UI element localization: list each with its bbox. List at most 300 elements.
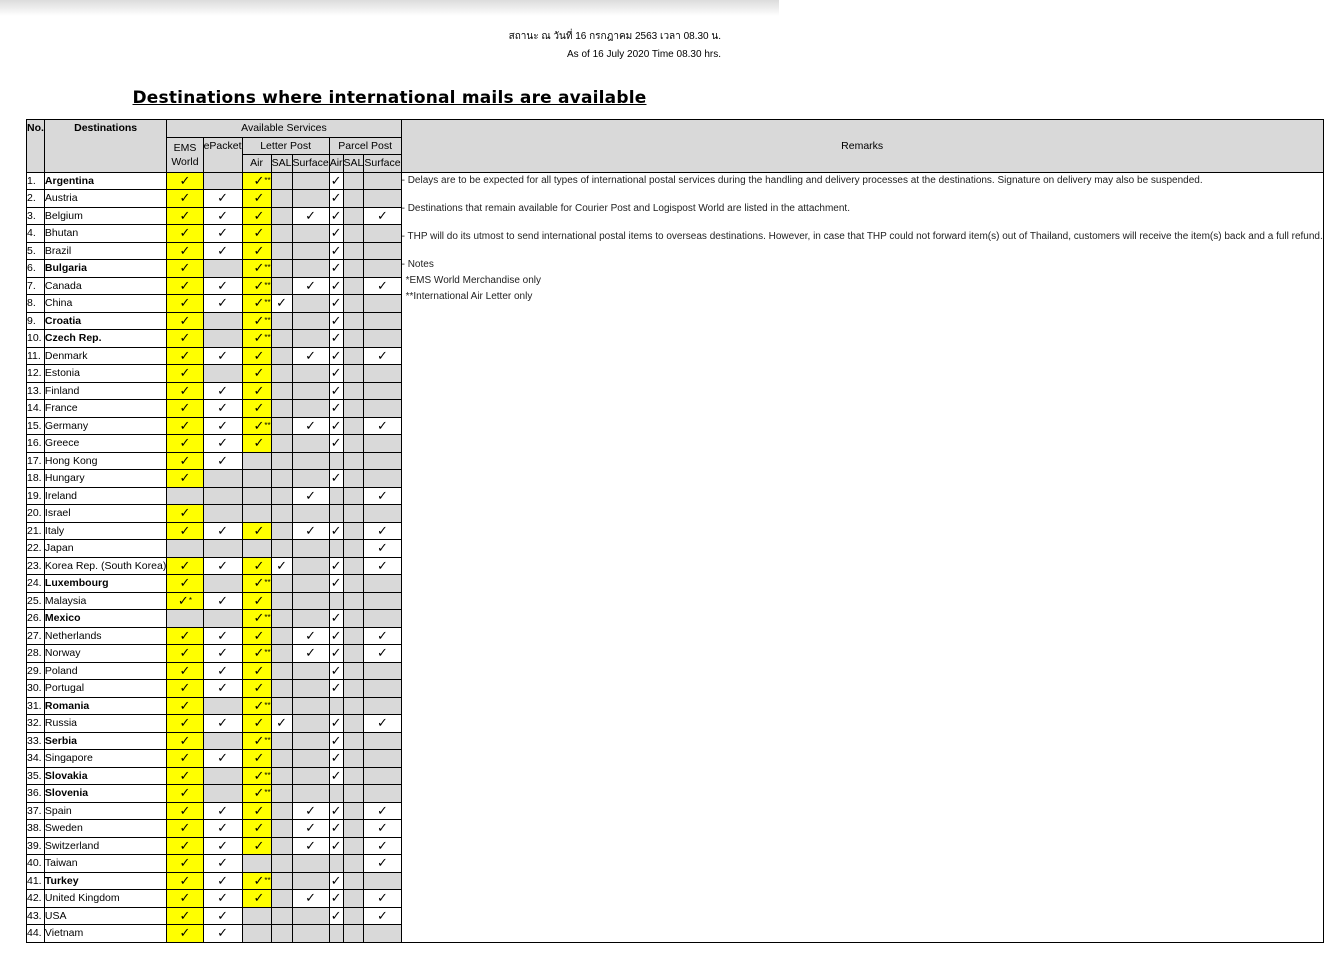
cell-letter-sal: [271, 610, 292, 628]
cell-letter-sal: [271, 522, 292, 540]
cell-letter-air: [242, 785, 271, 803]
check-icon: ✓: [330, 417, 342, 433]
remarks-note-ems: *EMS World Merchandise only: [405, 274, 542, 286]
cell-letter-sal: [271, 225, 292, 243]
footnote-marker: **: [264, 175, 271, 185]
row-number: 44.: [27, 925, 45, 943]
remarks-notes-title: - Notes: [401, 258, 434, 270]
cell-letter-surface: [292, 365, 329, 383]
check-icon: ✓: [217, 820, 228, 836]
check-icon: ✓: [330, 750, 342, 766]
check-icon: ✓: [330, 470, 342, 486]
cell-parcel-sal: [343, 872, 364, 890]
check-icon: ✓: [179, 907, 191, 923]
cell-ems-world: [167, 872, 203, 890]
cell-letter-surface: [292, 557, 329, 575]
destination-name: Brazil: [44, 242, 166, 260]
cell-parcel-surface: [364, 417, 401, 435]
cell-letter-surface: [292, 382, 329, 400]
cell-parcel-air: [329, 242, 343, 260]
footnote-marker: **: [264, 578, 271, 588]
cell-parcel-sal: [343, 732, 364, 750]
cell-letter-sal: [271, 347, 292, 365]
cell-epacket: [203, 505, 242, 523]
remarks-note-air-letter: **International Air Letter only: [405, 290, 533, 302]
cell-letter-surface: [292, 452, 329, 470]
cell-ems-world: [167, 172, 203, 190]
cell-letter-air: [242, 330, 271, 348]
cell-epacket: [203, 242, 242, 260]
check-icon: ✓: [179, 207, 191, 223]
row-number: 43.: [27, 907, 45, 925]
destination-name: Croatia: [44, 312, 166, 330]
destination-name: Germany: [44, 417, 166, 435]
cell-epacket: [203, 732, 242, 750]
cell-letter-air: [242, 260, 271, 278]
check-icon: ✓: [305, 417, 317, 433]
cell-letter-sal: [271, 925, 292, 943]
row-number: 19.: [27, 487, 45, 505]
cell-parcel-sal: [343, 487, 364, 505]
cell-ems-world: [167, 855, 203, 873]
cell-epacket: [203, 330, 242, 348]
cell-letter-sal: [271, 557, 292, 575]
header-letter-post: Letter Post: [242, 137, 329, 155]
cell-letter-air: [242, 697, 271, 715]
cell-letter-sal: [271, 890, 292, 908]
cell-parcel-surface: [364, 662, 401, 680]
cell-parcel-sal: [343, 242, 364, 260]
status-timestamp: [509, 28, 721, 64]
cell-letter-air: [242, 732, 271, 750]
cell-parcel-sal: [343, 820, 364, 838]
cell-letter-surface: [292, 610, 329, 628]
check-icon: ✓: [179, 575, 191, 591]
footnote-marker: **: [264, 648, 271, 658]
check-icon: ✓: [253, 347, 265, 363]
check-icon: ✓: [179, 505, 191, 521]
cell-epacket: [203, 365, 242, 383]
check-icon: ✓: [377, 627, 388, 643]
check-icon: ✓: [253, 592, 265, 608]
header-destinations: Destinations: [44, 120, 166, 173]
footnote-marker: **: [264, 298, 271, 308]
cell-parcel-sal: [343, 522, 364, 540]
cell-letter-surface: [292, 750, 329, 768]
cell-letter-air: [242, 680, 271, 698]
cell-parcel-surface: [364, 207, 401, 225]
check-icon: ✓: [217, 592, 228, 608]
footnote-marker: **: [264, 333, 271, 343]
cell-parcel-surface: [364, 470, 401, 488]
cell-letter-air: [242, 277, 271, 295]
cell-parcel-air: [329, 732, 343, 750]
check-icon: ✓: [253, 680, 265, 696]
check-icon: ✓: [253, 610, 265, 626]
cell-ems-world: [167, 732, 203, 750]
check-icon: ✓: [253, 627, 265, 643]
check-icon: ✓: [217, 872, 228, 888]
cell-parcel-surface: [364, 872, 401, 890]
check-icon: ✓: [179, 260, 191, 276]
check-icon: ✓: [179, 277, 191, 293]
row-number: 33.: [27, 732, 45, 750]
header-parcel-surface: Surface: [364, 155, 401, 173]
check-icon: ✓: [217, 557, 228, 573]
check-icon: ✓: [330, 365, 342, 381]
header-letter-sal: SAL: [271, 155, 292, 173]
check-icon: ✓: [217, 662, 228, 678]
check-icon: ✓: [330, 820, 342, 836]
check-icon: ✓: [305, 522, 317, 538]
check-icon: ✓: [305, 837, 317, 853]
check-icon: ✓: [217, 190, 228, 206]
check-icon: ✓: [305, 890, 317, 906]
check-icon: ✓: [330, 260, 342, 276]
cell-epacket: [203, 435, 242, 453]
cell-letter-sal: [271, 470, 292, 488]
cell-ems-world: [167, 837, 203, 855]
cell-letter-air: [242, 645, 271, 663]
cell-epacket: [203, 225, 242, 243]
row-number: 3.: [27, 207, 45, 225]
cell-parcel-surface: [364, 452, 401, 470]
cell-letter-surface: [292, 575, 329, 593]
cell-letter-air: [242, 470, 271, 488]
cell-ems-world: [167, 715, 203, 733]
check-icon: ✓: [330, 242, 342, 258]
check-icon: ✓: [377, 820, 388, 836]
cell-letter-air: [242, 505, 271, 523]
footnote-marker: **: [264, 875, 271, 885]
cell-parcel-surface: [364, 540, 401, 558]
check-icon: ✓: [179, 820, 191, 836]
check-icon: ✓: [305, 645, 317, 661]
check-icon: ✓: [253, 785, 265, 801]
cell-epacket: [203, 680, 242, 698]
check-icon: ✓: [217, 277, 228, 293]
row-number: 13.: [27, 382, 45, 400]
destination-name: Belgium: [44, 207, 166, 225]
check-icon: ✓: [179, 697, 191, 713]
destination-name: Slovakia: [44, 767, 166, 785]
cell-ems-world: [167, 347, 203, 365]
check-icon: ✓: [253, 750, 265, 766]
cell-letter-surface: [292, 680, 329, 698]
cell-epacket: [203, 715, 242, 733]
cell-ems-world: [167, 785, 203, 803]
destination-name: Serbia: [44, 732, 166, 750]
cell-parcel-air: [329, 435, 343, 453]
cell-parcel-surface: [364, 505, 401, 523]
cell-letter-sal: [271, 837, 292, 855]
check-icon: ✓: [179, 172, 191, 188]
check-icon: ✓: [179, 837, 191, 853]
destination-name: Portugal: [44, 680, 166, 698]
cell-letter-surface: [292, 207, 329, 225]
cell-epacket: [203, 610, 242, 628]
destination-name: Ireland: [44, 487, 166, 505]
check-icon: ✓: [179, 522, 191, 538]
header-available-services: Available Services: [167, 120, 401, 138]
check-icon: ✓: [330, 400, 342, 416]
row-number: 9.: [27, 312, 45, 330]
cell-parcel-sal: [343, 925, 364, 943]
cell-parcel-surface: [364, 627, 401, 645]
cell-letter-sal: [271, 330, 292, 348]
cell-parcel-surface: [364, 190, 401, 208]
cell-epacket: [203, 260, 242, 278]
header-ems-world-label: EMS World: [171, 141, 199, 168]
check-icon: ✓: [305, 802, 317, 818]
cell-letter-surface: [292, 172, 329, 190]
row-number: 7.: [27, 277, 45, 295]
cell-parcel-air: [329, 697, 343, 715]
check-icon: ✓: [330, 662, 342, 678]
cell-parcel-sal: [343, 715, 364, 733]
cell-letter-air: [242, 225, 271, 243]
cell-letter-air: [242, 295, 271, 313]
cell-ems-world: [167, 610, 203, 628]
cell-epacket: [203, 540, 242, 558]
row-number: 37.: [27, 802, 45, 820]
destination-name: Finland: [44, 382, 166, 400]
cell-parcel-air: [329, 872, 343, 890]
cell-letter-air: [242, 610, 271, 628]
header-no: No.: [27, 120, 45, 173]
destination-name: Bulgaria: [44, 260, 166, 278]
cell-epacket: [203, 907, 242, 925]
cell-letter-air: [242, 557, 271, 575]
row-number: 4.: [27, 225, 45, 243]
cell-letter-sal: [271, 382, 292, 400]
destination-name: Poland: [44, 662, 166, 680]
footnote-marker: **: [264, 280, 271, 290]
destination-name: Netherlands: [44, 627, 166, 645]
cell-letter-surface: [292, 627, 329, 645]
cell-ems-world: [167, 907, 203, 925]
cell-letter-sal: [271, 365, 292, 383]
cell-parcel-surface: [364, 785, 401, 803]
cell-parcel-air: [329, 540, 343, 558]
cell-parcel-air: [329, 557, 343, 575]
cell-letter-sal: [271, 627, 292, 645]
cell-letter-sal: [271, 907, 292, 925]
cell-epacket: [203, 522, 242, 540]
cell-parcel-sal: [343, 382, 364, 400]
check-icon: ✓: [217, 925, 228, 941]
cell-ems-world: [167, 365, 203, 383]
check-icon: ✓: [276, 557, 288, 573]
cell-parcel-sal: [343, 190, 364, 208]
footnote-marker: *: [188, 595, 192, 605]
cell-parcel-air: [329, 505, 343, 523]
check-icon: ✓: [253, 715, 265, 731]
cell-epacket: [203, 417, 242, 435]
cell-epacket: [203, 855, 242, 873]
check-icon: ✓: [217, 715, 228, 731]
check-icon: ✓: [276, 715, 288, 731]
cell-parcel-sal: [343, 645, 364, 663]
destination-name: Greece: [44, 435, 166, 453]
table-row: [27, 172, 1324, 190]
cell-parcel-sal: [343, 452, 364, 470]
check-icon: ✓: [217, 522, 228, 538]
cell-parcel-sal: [343, 172, 364, 190]
cell-parcel-surface: [364, 365, 401, 383]
cell-parcel-air: [329, 347, 343, 365]
check-icon: ✓: [330, 330, 342, 346]
cell-epacket: [203, 207, 242, 225]
cell-letter-air: [242, 890, 271, 908]
cell-letter-air: [242, 190, 271, 208]
cell-parcel-air: [329, 487, 343, 505]
check-icon: ✓: [179, 435, 191, 451]
destination-name: USA: [44, 907, 166, 925]
cell-ems-world: [167, 417, 203, 435]
check-icon: ✓: [330, 435, 342, 451]
cell-parcel-surface: [364, 732, 401, 750]
cell-parcel-air: [329, 855, 343, 873]
check-icon: ✓: [253, 260, 265, 276]
cell-parcel-surface: [364, 277, 401, 295]
destination-name: Bhutan: [44, 225, 166, 243]
cell-letter-surface: [292, 732, 329, 750]
cell-letter-air: [242, 487, 271, 505]
row-number: 20.: [27, 505, 45, 523]
cell-letter-air: [242, 365, 271, 383]
cell-parcel-surface: [364, 225, 401, 243]
row-number: 24.: [27, 575, 45, 593]
check-icon: ✓: [330, 890, 342, 906]
check-icon: ✓: [330, 277, 342, 293]
cell-parcel-sal: [343, 470, 364, 488]
check-icon: ✓: [253, 417, 265, 433]
check-icon: ✓: [179, 750, 191, 766]
cell-epacket: [203, 592, 242, 610]
destination-name: Switzerland: [44, 837, 166, 855]
cell-ems-world: [167, 470, 203, 488]
cell-epacket: [203, 662, 242, 680]
row-number: 14.: [27, 400, 45, 418]
cell-parcel-air: [329, 522, 343, 540]
cell-parcel-sal: [343, 785, 364, 803]
cell-parcel-air: [329, 470, 343, 488]
cell-parcel-sal: [343, 365, 364, 383]
cell-parcel-air: [329, 645, 343, 663]
check-icon: ✓: [377, 417, 388, 433]
cell-letter-air: [242, 715, 271, 733]
cell-letter-air: [242, 592, 271, 610]
cell-epacket: [203, 400, 242, 418]
cell-letter-sal: [271, 820, 292, 838]
cell-letter-surface: [292, 260, 329, 278]
check-icon: ✓: [179, 382, 191, 398]
check-icon: ✓: [179, 295, 191, 311]
cell-letter-air: [242, 575, 271, 593]
cell-letter-sal: [271, 295, 292, 313]
cell-parcel-surface: [364, 907, 401, 925]
cell-epacket: [203, 785, 242, 803]
row-number: 18.: [27, 470, 45, 488]
cell-ems-world: [167, 277, 203, 295]
cell-letter-surface: [292, 540, 329, 558]
cell-epacket: [203, 802, 242, 820]
check-icon: ✓: [330, 802, 342, 818]
cell-letter-air: [242, 872, 271, 890]
cell-parcel-sal: [343, 890, 364, 908]
check-icon: ✓: [377, 715, 388, 731]
check-icon: ✓: [330, 907, 342, 923]
viewer-top-shadow: [0, 0, 779, 16]
cell-parcel-surface: [364, 330, 401, 348]
check-icon: ✓: [253, 575, 265, 591]
check-icon: ✓: [330, 225, 342, 241]
cell-parcel-air: [329, 225, 343, 243]
check-icon: ✓: [179, 347, 191, 363]
row-number: 12.: [27, 365, 45, 383]
cell-letter-surface: [292, 767, 329, 785]
cell-ems-world: [167, 925, 203, 943]
cell-parcel-sal: [343, 312, 364, 330]
cell-parcel-surface: [364, 890, 401, 908]
check-icon: ✓: [253, 872, 265, 888]
cell-letter-surface: [292, 855, 329, 873]
cell-parcel-sal: [343, 435, 364, 453]
cell-letter-surface: [292, 837, 329, 855]
cell-parcel-sal: [343, 680, 364, 698]
cell-ems-world: [167, 750, 203, 768]
cell-parcel-surface: [364, 400, 401, 418]
destination-name: Spain: [44, 802, 166, 820]
check-icon: ✓: [179, 190, 191, 206]
footnote-marker: **: [264, 263, 271, 273]
cell-epacket: [203, 627, 242, 645]
cell-epacket: [203, 487, 242, 505]
cell-parcel-sal: [343, 802, 364, 820]
cell-parcel-air: [329, 330, 343, 348]
cell-parcel-air: [329, 400, 343, 418]
cell-epacket: [203, 645, 242, 663]
cell-epacket: [203, 697, 242, 715]
cell-letter-surface: [292, 312, 329, 330]
cell-epacket: [203, 767, 242, 785]
check-icon: ✓: [253, 277, 265, 293]
check-icon: ✓: [179, 785, 191, 801]
check-icon: ✓: [253, 172, 265, 188]
destination-name: Russia: [44, 715, 166, 733]
check-icon: ✓: [179, 872, 191, 888]
cell-letter-surface: [292, 890, 329, 908]
cell-ems-world: [167, 312, 203, 330]
check-icon: ✓: [253, 557, 265, 573]
check-icon: ✓: [179, 890, 191, 906]
row-number: 6.: [27, 260, 45, 278]
check-icon: ✓: [377, 347, 388, 363]
cell-letter-surface: [292, 347, 329, 365]
check-icon: ✓: [217, 347, 228, 363]
page-title: Destinations where international mails are available: [132, 88, 647, 108]
cell-letter-sal: [271, 715, 292, 733]
row-number: 1.: [27, 172, 45, 190]
check-icon: ✓: [217, 207, 228, 223]
cell-letter-air: [242, 662, 271, 680]
cell-ems-world: [167, 802, 203, 820]
cell-parcel-air: [329, 662, 343, 680]
check-icon: ✓: [179, 925, 191, 941]
check-icon: ✓: [330, 312, 342, 328]
cell-parcel-air: [329, 592, 343, 610]
